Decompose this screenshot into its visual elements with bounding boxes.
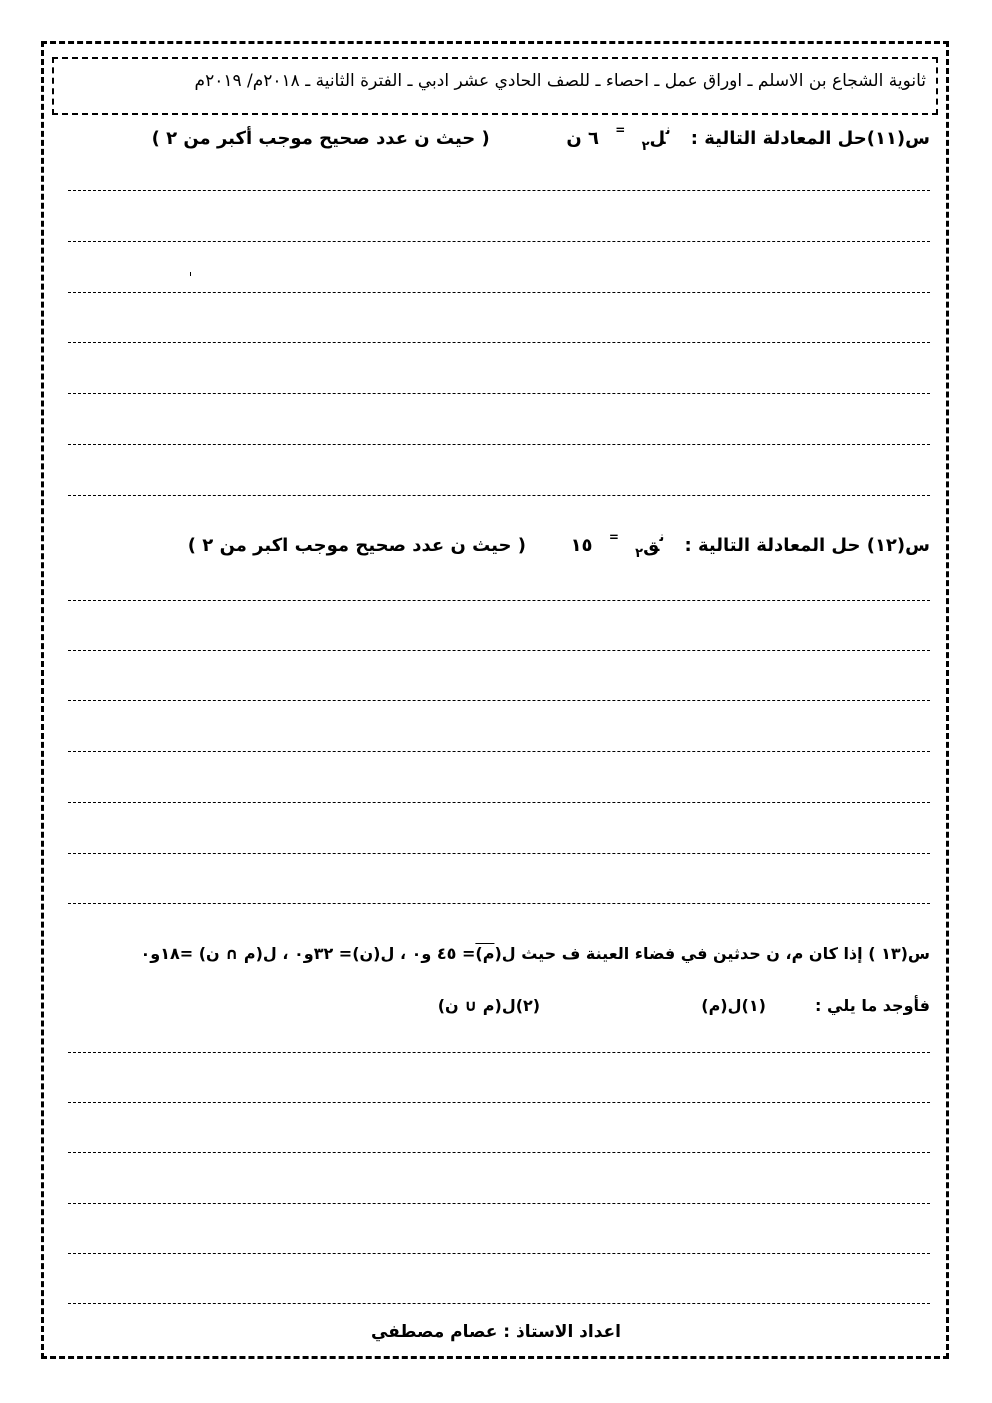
- formula-equals: =: [608, 530, 619, 544]
- formula-subscript: ٢: [635, 546, 644, 561]
- answer-line: [68, 190, 930, 191]
- question-11-formula: [566, 123, 671, 154]
- formula-symbol: ل: [649, 128, 666, 149]
- find-item-1: (١)ل(م): [701, 996, 766, 1015]
- question-13-text-b: = ٤٥ و٠ ، ل(ن)= ٣٢و٠ ، ل(م ∩ ن) =١٨و٠: [140, 944, 476, 963]
- stray-mark: [190, 272, 191, 276]
- header-box: [52, 57, 938, 115]
- header-title: ثانوية الشجاع بن الاسلم ـ اوراق عمل ـ احصاء ـ للصف الحادي عشر ادبي ـ الفترة الثانية ـ ٢٠١٨م/ ٢٠١٩م: [194, 71, 926, 91]
- complement-event: م): [475, 944, 495, 963]
- answer-line: [68, 292, 930, 293]
- answer-line: [68, 393, 930, 394]
- formula-rhs: ٦ ن: [566, 128, 599, 149]
- question-11-condition: ( حيث ن عدد صحيح موجب أكبر من ٢ ): [151, 128, 490, 149]
- find-item-2: (٢)ل(م ∪ ن): [437, 996, 541, 1015]
- answer-line: [68, 342, 930, 343]
- answer-line: [68, 751, 930, 752]
- answer-line: [68, 495, 930, 496]
- answer-line: [68, 1303, 930, 1304]
- answer-line: [68, 1152, 930, 1153]
- answer-line: [68, 1253, 930, 1254]
- answer-line: [68, 650, 930, 651]
- question-11: [151, 123, 930, 154]
- answer-line: [68, 1102, 930, 1103]
- formula-symbol: ق: [643, 535, 660, 556]
- answer-line: [68, 241, 930, 242]
- question-13-text-a: س(١٣ ) إذا كان م، ن حدثين في فضاء العينة ف حيث ل(: [494, 944, 930, 963]
- question-12: [187, 530, 930, 561]
- formula-equals: =: [615, 123, 626, 137]
- answer-line: [68, 802, 930, 803]
- question-13-line-2: [438, 996, 930, 1015]
- question-11-label: س(١١)حل المعادلة التالية :: [690, 128, 930, 149]
- formula-rhs: ١٥: [570, 535, 593, 556]
- find-label: فأوجد ما يلي :: [815, 996, 930, 1015]
- question-12-formula: [570, 530, 665, 561]
- answer-line: [68, 853, 930, 854]
- answer-line: [68, 1052, 930, 1053]
- question-12-label: س(١٢) حل المعادلة التالية :: [684, 535, 930, 556]
- formula-superscript: ن: [659, 530, 665, 545]
- answer-line: [68, 903, 930, 904]
- question-13-line-1: [141, 944, 930, 963]
- answer-line: [68, 444, 930, 445]
- answer-line: [68, 700, 930, 701]
- formula-superscript: ن: [665, 123, 671, 138]
- author-credit: اعداد الاستاذ : عصام مصطفي: [370, 1322, 621, 1342]
- formula-subscript: ٢: [641, 139, 650, 154]
- answer-line: [68, 1203, 930, 1204]
- answer-line: [68, 600, 930, 601]
- question-12-condition: ( حيث ن عدد صحيح موجب اكبر من ٢ ): [187, 535, 526, 556]
